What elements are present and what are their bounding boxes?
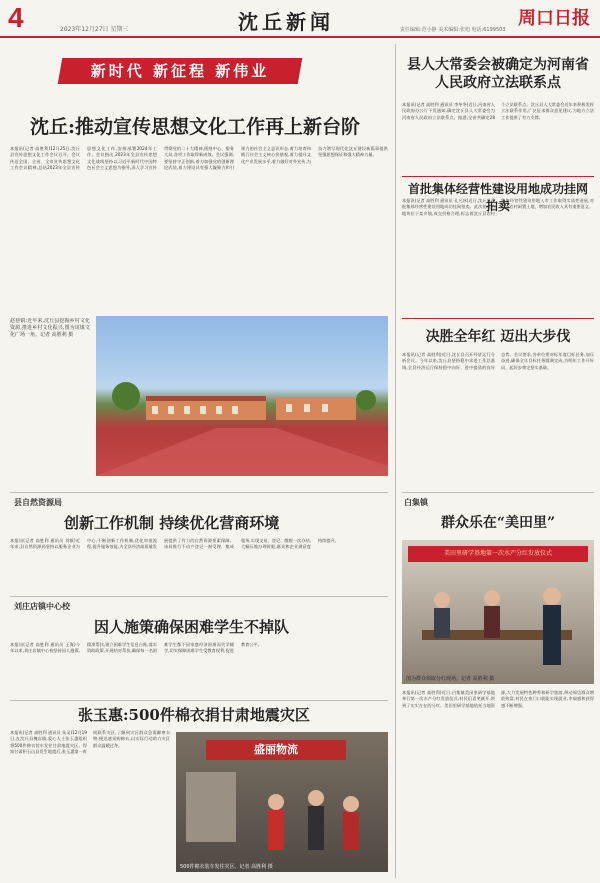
donation-photo	[176, 732, 388, 872]
dividend-photo-caption: 图为群众领取分红现场。记者 高胜利 摄	[406, 676, 495, 682]
headline-business: 创新工作机制 持续优化营商环境	[64, 514, 280, 532]
dividend-people-illustration	[402, 540, 594, 684]
headline-land-auction: 首批集体经营性建设用地成功挂网拍卖	[407, 182, 588, 213]
business-article-body: 本报讯(记者 高胜利 通讯员 刘敏)近年来,县自然资源局坚持以服务企业为中心,不断创新工作机制,优化审批流程,提升服务效能,为全县经济高质量发展提供了有力的自然资源要素保障。该局推行不动产登记一窗受理、集成服务,实现交易、登记、缴税一次办结,大幅压缩办理时限,群众和企业满意度持续提升。	[10, 538, 339, 550]
headline-meitian: 群众乐在“美田里”	[440, 515, 556, 531]
donation-people-illustration	[176, 732, 388, 872]
issue-date: 2023年12月27日 星期三	[60, 26, 129, 33]
section-label-resources: 县自然资源局	[14, 498, 62, 507]
slogan-banner: 新时代 新征程 新伟业	[58, 58, 303, 84]
land-article-body: 本报讯(记者 高胜利 通讯员 孔凡冰)近日,沈丘县首批集体经营性建设用地成功挂网拍卖。此次拍卖的地块位于某乡镇,成交价格合理,标志着沈丘县农村集体经营性建设用地入市工作取得实质性进展,对盘活农村闲置土地、增加农民收入具有重要意义。	[402, 198, 594, 216]
section-label-school: 刘庄店镇中心校	[14, 602, 70, 611]
logistics-sign: 盛丽物流	[206, 740, 346, 760]
donation-article-body: 本报讯(记者 高胜利 通讯员 朱灵)12月19日,在沈丘县槐店镇,爱心人士张玉惠组织将500件棉衣装车发往甘肃地震灾区。得知甘肃积石山县发生地震后,张玉惠第一时间联系灾区,了解到灾区群众急需御寒衣物,便迅速采购棉衣,以实际行动助力灾区群众温暖过冬。	[10, 730, 170, 755]
legislation-article-body: 本报讯(记者 高胜利 通讯员 李冬冬)近日,河南省人民政府办公厅下发通知,确定沈丘县人大常委会为河南省人民政府立法联系点。据悉,全省共确定28个立法联系点。沈丘县人大常委会近年来积极发挥立法联系作用,广泛征求群众意见建议,为地方立法工作提供了有力支撑。	[402, 102, 594, 120]
headline-year-end: 决胜全年红 迈出大步伐	[425, 329, 571, 345]
headline-students: 因人施策确保困难学生不掉队	[94, 618, 290, 636]
dividend-banner: 美田里研学基地第一次水产分红发放仪式	[408, 546, 588, 562]
students-article-body: 本报讯(记者 高胜利 通讯员 王海)今年以来,刘庄店镇中心校坚持因人施策,精准帮扶,建立困难学生信息台账,落实资助政策,开展结对帮扶,确保每一名困难学生都不因家庭经济困难而失学辍学,切实保障困难学生受教育权利,促进教育公平。	[10, 642, 262, 654]
masthead	[0, 0, 600, 38]
main-headline: 沈丘:推动宣传思想文化工作再上新台阶	[30, 116, 361, 138]
page-number: 4	[8, 2, 24, 33]
meitian-article-body: 本报讯(记者 高胜利)近日,白集镇美田里研学基地举行第一次水产分红发放仪式,村民们喜笑颜开,领到了实实在在的分红。美田里研学基地依托当地资源,大力发展特色种养和研学旅游,带动周边群众增收致富,村民在家门口就能实现就业,幸福感和获得感不断增强。	[402, 690, 594, 708]
main-article-body: 本报讯(记者 高胜利)12月25日,沈丘县宣传思想文化工作会议召开。会议传达全国、全省、全市宣传思想文化工作会议精神,总结2023年全县宣传思想文化工作,安排部署2024年工作。会议指出,2023年全县宣传思想文化战线坚持以习近平新时代中国特色社会主义思想为指导,深入学习宣传贯彻党的二十大精神,围绕中心、服务大局,各项工作取得新成效。会议强调,要坚持守正创新,着力加强党的创新理论武装,着力建设具有强大凝聚力和引领力的社会主义意识形态,着力培育和践行社会主义核心价值观,着力提升文化产业发展水平,着力做好对外宣传,为奋力谱写现代化沈丘建设新篇章提供坚强思想保证和强大精神力量。	[10, 146, 388, 171]
editor-credits: 责任编辑:范小静 美术编辑:张旭 电话:6199503	[400, 27, 506, 33]
headline-legislation: 县人大常委会被确定为河南省人民政府立法联系点	[407, 57, 589, 91]
section-label-baiji: 白集镇	[404, 498, 428, 507]
school-photo	[96, 316, 388, 476]
school-illustration	[96, 316, 388, 476]
donation-photo-caption: 500件棉衣装车发往灾区。记者 高胜利 摄	[180, 864, 273, 870]
section-title: 沈丘新闻	[238, 10, 334, 34]
year-end-article-body: 本报讯(记者 高胜利)近日,沈丘县召开经济运行分析会议。今年以来,沈丘县坚持稳中求进工作总基调,全县经济运行保持稳中向好、进中提质的良好态势。会议要求,各单位要对标年度目标任务,加压奋进,确保全年目标任务圆满完成,为明年工作开好局、起好步奠定坚实基础。	[402, 352, 594, 370]
photo-caption: 赵巷镇:近年来,沈丘县挖掘乡村文化资源,推进乡村文化振兴,图为该镇文化广场一角。记者 高胜利 摄	[10, 318, 90, 339]
headline-donation: 张玉惠:500件棉衣捐甘肃地震灾区	[78, 706, 310, 724]
newspaper-logo: 周口日报	[518, 8, 590, 29]
dividend-photo	[402, 540, 594, 684]
